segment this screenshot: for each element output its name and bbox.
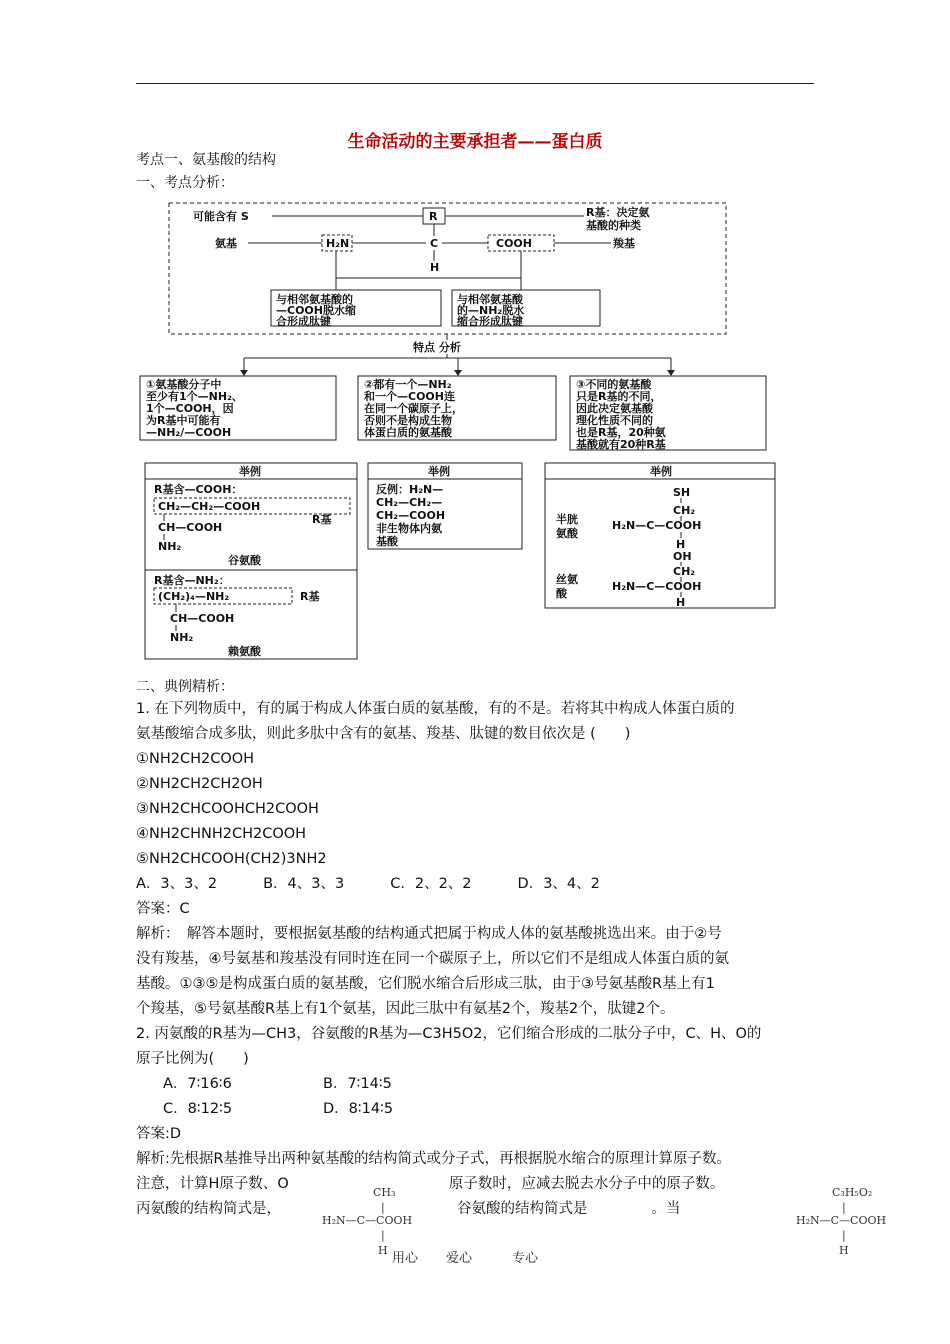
q1-item: ⑤NH2CHCOOH(CH2)3NH2 (136, 851, 327, 867)
counter-text: 反例：H₂N— (376, 483, 444, 496)
glutamate-r-group: C₃H₅O₂ (832, 1186, 873, 1199)
option-c: C．2、2、2 (390, 876, 472, 892)
lys-text: R基 (300, 590, 320, 603)
feature-text: —NH₂/—COOH (146, 426, 232, 439)
q2-exp-part: 注意，计算H原子数、O (136, 1176, 289, 1192)
q2-options (136, 1072, 816, 1097)
bond: | (381, 1229, 385, 1242)
q1-explanation: 个羧基，⑤号氨基酸R基上有1个氨基，因此三肽中有氨基2个，羧基2个，肽键2个。 (136, 1001, 675, 1017)
alanine-formula: H₂N—C—COOH (322, 1214, 413, 1227)
q1-options (136, 872, 816, 897)
question-1 (136, 697, 816, 1222)
cys-name: 半胱 (556, 513, 578, 526)
q2-explanation-row (136, 1172, 816, 1197)
header-rule (136, 83, 814, 84)
footer-text: 用心 (392, 1251, 419, 1266)
q1-line: 氨基酸缩合成多肽，则此多肽中含有的氨基、羧基、肽键的数目依次是 ( ) (136, 726, 631, 742)
s-label: 可能含有 S (193, 210, 249, 223)
glu-text: CH—COOH (158, 521, 223, 534)
r-desc: R基：决定氨 (586, 206, 650, 219)
lys-text: (CH₂)₄—NH₂ (158, 590, 230, 603)
feature-text: 至少有1个—NH₂、 (146, 390, 243, 403)
examples-heading: 二、典例精析： (136, 679, 234, 695)
feature-text: 和一个—COOH连 (364, 390, 455, 403)
glu-text: R基含—COOH： (154, 483, 243, 496)
cys-text: H (676, 538, 686, 551)
q1-item: ①NH2CH2COOH (136, 751, 255, 767)
amino-acid-structure-diagram (136, 198, 784, 662)
q1-item: ③NH2CHCOOHCH2COOH (136, 801, 319, 817)
h2n-label: H₂N (326, 237, 350, 250)
q1-item: ④NH2CHNH2CH2COOH (136, 826, 307, 842)
example-heading: 举例 (239, 465, 261, 478)
feature-text: 也是R基，20种氨 (576, 426, 666, 439)
carbon-label: C (430, 237, 439, 250)
subsection-heading: 一、考点分析： (136, 175, 234, 191)
arrow-head (454, 370, 462, 376)
q2-explanation: 解析:先根据R基推导出两种氨基酸的结构简式或分子式，再根据脱水缩合的原理计算原子数。 (136, 1151, 731, 1167)
counter-text: 非生物体内氨 (376, 522, 442, 535)
feature-text: 体蛋白质的氨基酸 (364, 426, 452, 439)
bond: | (381, 1201, 385, 1214)
footer-text: 专心 (512, 1251, 539, 1266)
feature-text: ②都有一个—NH₂ (364, 378, 452, 391)
carboxyl-label: 羧基 (613, 237, 635, 250)
bond: | (842, 1201, 846, 1214)
q2-answer: 答案:D (136, 1126, 182, 1142)
right-box-text: 的—NH₂脱水 (457, 304, 525, 317)
left-box-text: —COOH脱水缩 (276, 304, 356, 317)
left-box-text: 合形成肽键 (276, 315, 331, 328)
ser-text: OH (673, 550, 692, 563)
glu-text: CH₂—CH₂—COOH (158, 500, 261, 513)
q1-line: 1. 在下列物质中，有的属于构成人体蛋白质的氨基酸，有的不是。若将其中构成人体蛋白质的 (136, 701, 735, 717)
q2-line: 2. 丙氨酸的R基为—CH3，谷氨酸的R基为—C3H5O2，它们缩合形成的二肽分子中，C、H、O的 (136, 1026, 762, 1042)
option-a: A．7∶16∶6 (163, 1076, 232, 1092)
ser-name: 丝氨 (556, 573, 578, 586)
arrow-head (240, 370, 248, 376)
right-box-text: 与相邻氨基酸 (457, 293, 523, 306)
q1-explanation: 解析： 解答本题时，要根据氨基酸的结构通式把属于构成人体的氨基酸挑选出来。由于②号 (136, 926, 722, 942)
ser-text: H₂N—C—COOH (612, 580, 702, 593)
ser-text: H (676, 596, 686, 609)
feature-text: 否则不是构成生物 (364, 414, 452, 427)
q1-answer: 答案：C (136, 901, 190, 917)
hydrogen-label: H (430, 261, 440, 274)
q1-explanation: 基酸。①③⑤是构成蛋白质的氨基酸，它们脱水缩合后形成三肽，由于③号氨基酸R基上有1 (136, 976, 715, 992)
r-desc: 基酸的种类 (586, 219, 641, 232)
cys-text: SH (673, 486, 691, 499)
counter-text: CH₂—CH₂— (376, 496, 443, 509)
feature-text: 为R基中可能有 (146, 414, 221, 427)
glutamate-formula: H₂N—C—COOH (796, 1214, 887, 1227)
counter-text: CH₂—COOH (376, 509, 446, 522)
ser-name: 酸 (556, 587, 567, 600)
q1-explanation: 没有羧基，④号氨基和羧基没有同时连在同一个碳原子上，所以它们不是组成人体蛋白质的氨 (136, 951, 729, 967)
glu-text: R基 (312, 513, 332, 526)
lys-text: R基含—NH₂： (154, 574, 230, 587)
q2-options (136, 1097, 816, 1122)
glu-name: 谷氨酸 (228, 554, 261, 567)
q2-line: 原子比例为( ) (136, 1051, 249, 1067)
counter-text: 基酸 (376, 535, 398, 548)
left-box-text: 与相邻氨基酸的 (276, 293, 353, 306)
feature-text: 基酸就有20种R基 (576, 438, 666, 451)
lys-text: CH—COOH (170, 612, 235, 625)
lys-text: NH₂ (170, 631, 194, 644)
feature-text: ③不同的氨基酸 (576, 378, 652, 391)
glutamate-hydrogen: H (839, 1244, 849, 1257)
feature-text: 理化性质不同的 (576, 414, 653, 427)
right-box-text: 缩合形成肽键 (457, 315, 523, 328)
section-heading: 考点一、氨基酸的结构 (136, 152, 276, 168)
example-heading: 举例 (428, 465, 450, 478)
footer-text: 爱心 (446, 1251, 473, 1266)
example-heading: 举例 (650, 465, 672, 478)
page-title: 生命活动的主要承担者——蛋白质 (347, 132, 603, 152)
r-label: R (429, 210, 438, 223)
ser-text: CH₂ (673, 565, 696, 578)
option-d: D．8∶14∶5 (323, 1101, 394, 1117)
amino-label: 氨基 (215, 237, 237, 250)
q2-explanation-row (136, 1197, 816, 1222)
option-b: B．7∶14∶5 (323, 1076, 392, 1092)
bond: | (842, 1229, 846, 1242)
cooh-label: COOH (496, 237, 532, 250)
feature-label: 特点 分析 (413, 341, 461, 354)
feature-text: ①氨基酸分子中 (146, 378, 222, 391)
feature-text: 在同一个碳原子上， (364, 402, 463, 415)
alanine-hydrogen: H (378, 1244, 388, 1257)
q2-exp-part: 丙氨酸的结构简式是， (136, 1201, 281, 1217)
q2-exp-part: 谷氨酸的结构简式是 (457, 1201, 588, 1217)
q2-exp-part: 。当 (651, 1201, 681, 1217)
option-b: B．4、3、3 (263, 876, 345, 892)
lys-name: 赖氨酸 (228, 645, 261, 658)
arrow-head (667, 370, 675, 376)
cys-text: CH₂ (673, 504, 696, 517)
cys-name: 氨酸 (556, 527, 578, 540)
feature-text: 只是R基的不同， (576, 390, 662, 403)
option-c: C．8∶12∶5 (163, 1101, 233, 1117)
option-a: A．3、3、2 (136, 876, 218, 892)
option-d: D．3、4、2 (517, 876, 600, 892)
cys-text: H₂N—C—COOH (612, 519, 702, 532)
feature-text: 因此决定氨基酸 (576, 402, 653, 415)
feature-text: 1个—COOH，因 (146, 402, 234, 415)
q1-item: ②NH2CH2CH2OH (136, 776, 263, 792)
q2-exp-part: 原子数时，应减去脱去水分子中的原子数。 (448, 1176, 725, 1192)
outer-dashed-frame (169, 203, 726, 334)
glu-text: NH₂ (158, 540, 182, 553)
alanine-r-group: CH₃ (373, 1186, 396, 1199)
